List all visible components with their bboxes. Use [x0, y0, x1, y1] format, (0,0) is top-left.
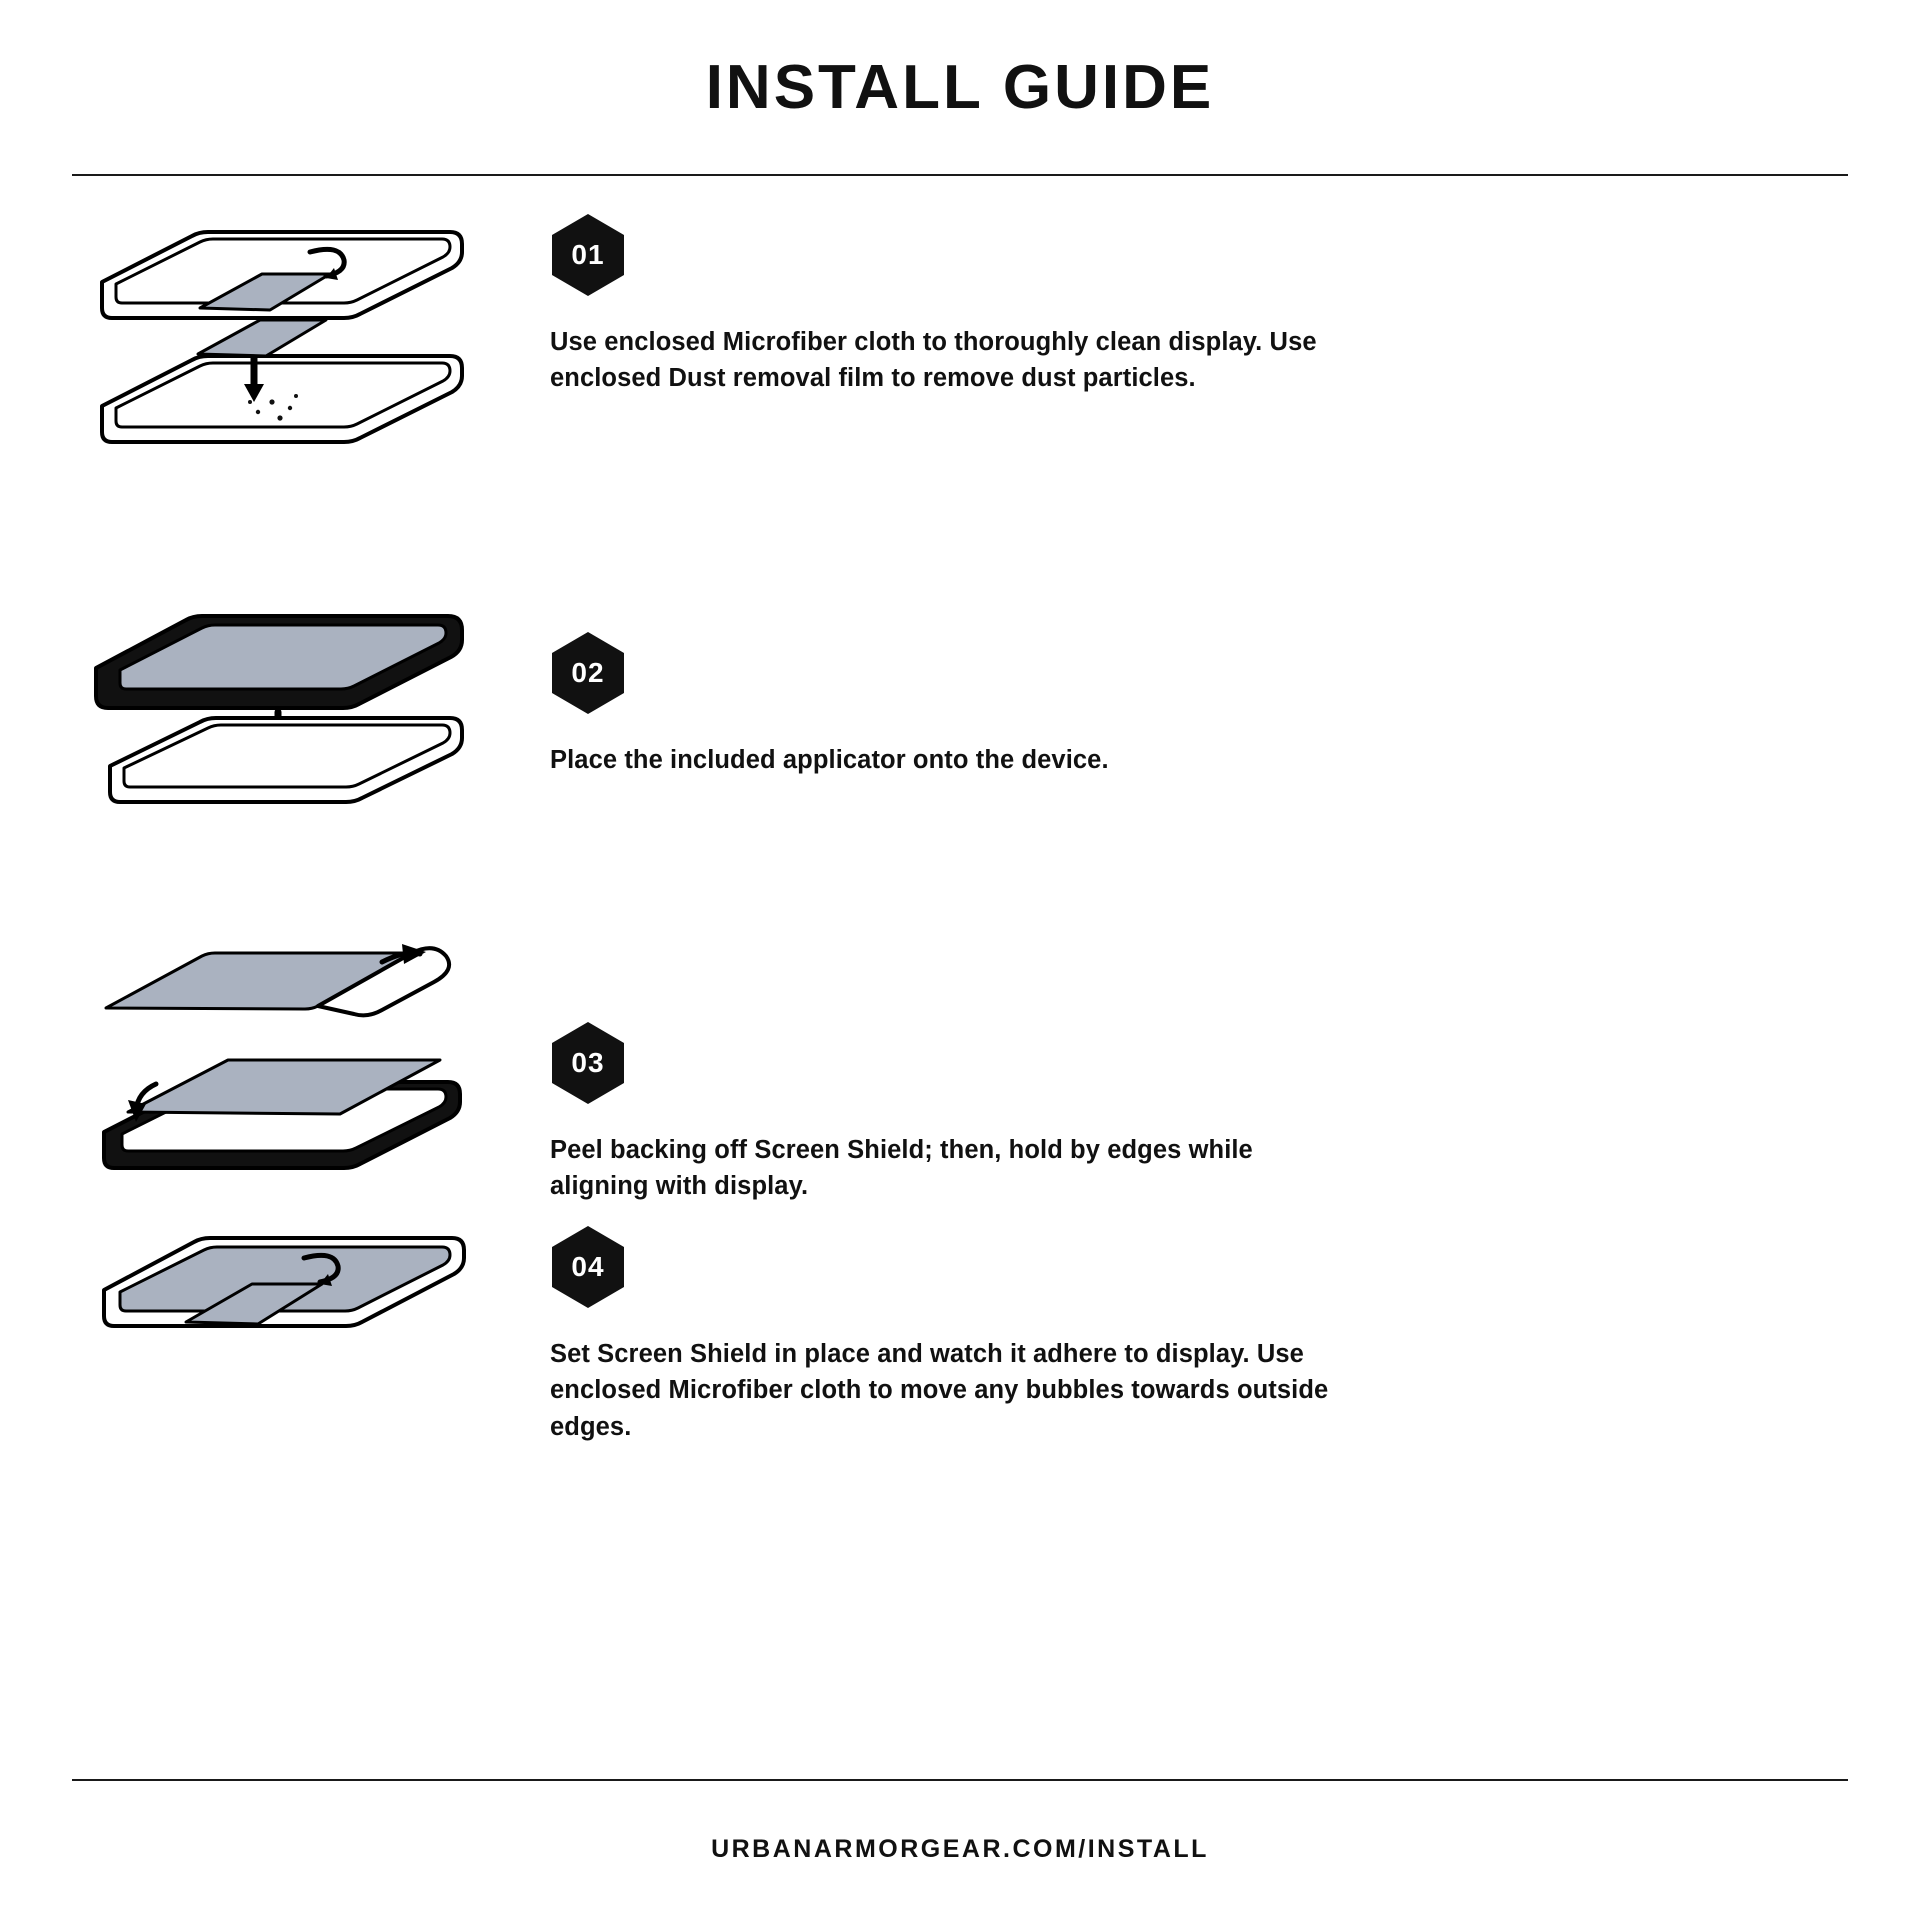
step-description: Peel backing off Screen Shield; then, hold by edges while aligning with display.: [550, 1136, 1253, 1201]
step-item: [72, 1202, 1848, 1532]
page-title: INSTALL GUIDE: [705, 53, 1215, 122]
step-number: 03: [571, 1047, 605, 1079]
step-description: Place the included applicator onto the device.: [550, 746, 1109, 775]
step-illustration-01: [72, 212, 492, 492]
hexagon-badge-icon: [550, 1020, 626, 1106]
step-item: [72, 872, 1848, 1202]
hexagon-badge-icon: [550, 212, 626, 298]
step-content-04: [492, 1202, 1848, 1445]
footer-divider: [72, 1779, 1848, 1781]
step-item: [72, 212, 1848, 542]
step-content-02: [492, 542, 1848, 778]
step-number: 01: [571, 239, 605, 271]
peel-backing-off-screen-shield-icon: [82, 920, 482, 1200]
step-badge-wrap-03: [550, 1020, 1848, 1106]
step-number: 02: [571, 657, 605, 689]
footer-url[interactable]: URBANARMORGEAR.COM/INSTALL: [711, 1835, 1209, 1863]
set-shield-and-smooth-bubbles-icon: [82, 1218, 482, 1378]
step-description: Use enclosed Microfiber cloth to thoroughly clean display. Use enclosed Dust removal film to remove dust particles.: [550, 328, 1317, 393]
steps-list: [72, 176, 1848, 1779]
applicator-frame-onto-phone-icon: [82, 606, 482, 826]
hexagon-badge-icon: [550, 1224, 626, 1310]
step-item: [72, 542, 1848, 872]
step-badge-wrap-02: [550, 630, 1848, 716]
step-content-01: [492, 212, 1848, 396]
step-badge-wrap-04: [550, 1224, 1848, 1310]
step-illustration-04: [72, 1202, 492, 1378]
step-description: Set Screen Shield in place and watch it adhere to display. Use enclosed Microfiber cloth to move any bubbles towards outside edges.: [550, 1340, 1329, 1441]
step-number: 04: [571, 1251, 605, 1283]
step-content-03: [492, 872, 1848, 1204]
step-illustration-03: [72, 872, 492, 1200]
step-badge-wrap-01: [550, 212, 1848, 298]
step-illustration-02: [72, 542, 492, 826]
hexagon-badge-icon: [550, 630, 626, 716]
phone-with-cloth-and-dust-film-icon: [82, 222, 482, 492]
